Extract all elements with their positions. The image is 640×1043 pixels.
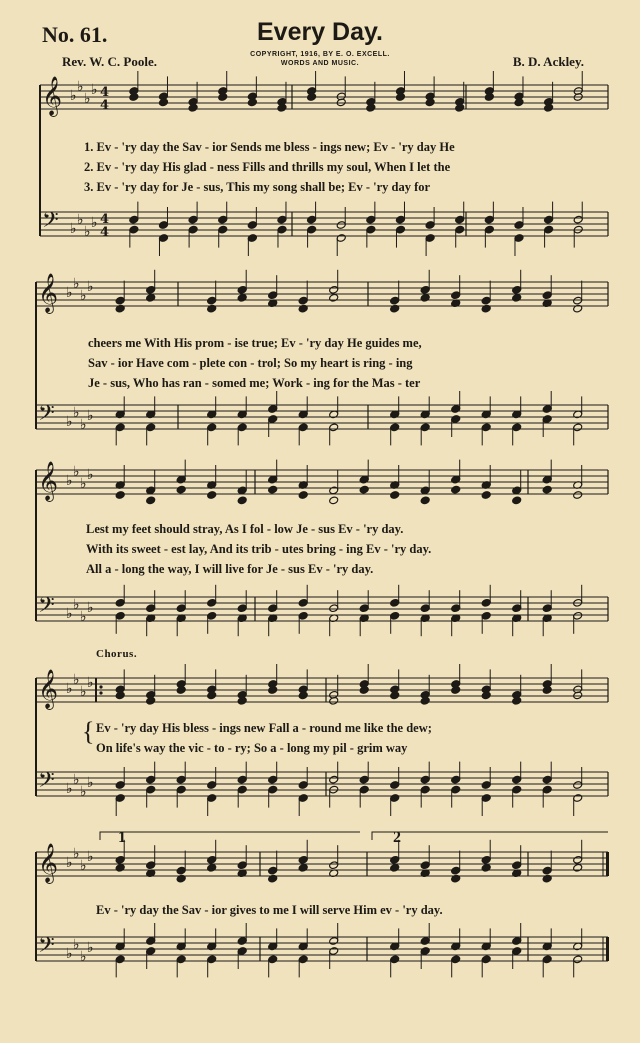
- treble-clef-icon: 𝄞: [42, 76, 63, 116]
- lyric-s3-v2: With its sweet - est lay, And its trib - utes bring - ing Ev - 'ry day.: [86, 542, 432, 556]
- flat-icon: ♭: [66, 606, 73, 622]
- lyric-s2-v3: Je - sus, Who has ran - somed me; Work - ing for the Mas - ter: [88, 376, 421, 390]
- flat-icon: ♭: [87, 675, 94, 691]
- alto-note: [237, 496, 247, 505]
- alto-note: [329, 496, 339, 505]
- verse-brace: {: [82, 717, 95, 746]
- final-bar-thick: [606, 937, 609, 961]
- alto-note: [329, 293, 339, 302]
- flat-icon: ♭: [73, 937, 80, 953]
- alto-note: [390, 491, 400, 500]
- flat-icon: ♭: [77, 79, 84, 95]
- flat-icon: ♭: [87, 940, 94, 956]
- flat-icon: ♭: [91, 82, 98, 98]
- flat-icon: ♭: [73, 276, 80, 292]
- flat-icon: ♭: [73, 597, 80, 613]
- flat-icon: ♭: [91, 215, 98, 231]
- lyric-s1-v2: 2. Ev - 'ry day His glad - ness Fills and thrills my soul, When I let the: [84, 160, 451, 174]
- flat-icon: ♭: [80, 288, 87, 304]
- flat-icon: ♭: [80, 609, 87, 625]
- first-ending-bracket: [100, 832, 360, 840]
- flat-icon: ♭: [80, 784, 87, 800]
- flat-icon: ♭: [80, 949, 87, 965]
- alto-note: [359, 485, 369, 494]
- hymn-title: Every Day.: [256, 18, 383, 46]
- flat-icon: ♭: [87, 849, 94, 865]
- alto-note: [573, 863, 583, 872]
- flat-icon: ♭: [66, 946, 73, 962]
- bass-clef-icon: 𝄢: [38, 933, 55, 963]
- alto-note: [146, 293, 156, 302]
- alto-note: [207, 863, 217, 872]
- lyric-s4-v2: On life's way the vic - to - ry; So a - long my pil - grim way: [96, 741, 408, 755]
- alto-note: [115, 863, 125, 872]
- lyric-s3-v1: Lest my feet should stray, As I fol - low Je - sus Ev - 'ry day.: [86, 522, 404, 536]
- flat-icon: ♭: [87, 600, 94, 616]
- repeat-dot: [99, 691, 102, 694]
- time-signature-denominator: 4: [100, 98, 110, 113]
- alto-note: [268, 485, 278, 494]
- flat-icon: ♭: [73, 405, 80, 421]
- lyric-s2-v2: Sav - ior Have com - plete con - trol; So my heart is ring - ing: [88, 356, 413, 370]
- treble-clef-icon: 𝄞: [38, 669, 59, 709]
- treble-clef-icon: 𝄞: [38, 273, 59, 313]
- hymn-author: Rev. W. C. Poole.: [62, 54, 157, 69]
- flat-icon: ♭: [80, 684, 87, 700]
- flat-icon: ♭: [87, 775, 94, 791]
- alto-note: [146, 496, 156, 505]
- time-signature-numerator: 4: [100, 85, 110, 100]
- flat-icon: ♭: [66, 855, 73, 871]
- lyric-s1-v3: 3. Ev - 'ry day for Je - sus, This my song shall be; Ev - 'ry day for: [84, 180, 431, 194]
- copyright-line-1: COPYRIGHT, 1916, BY E. O. EXCELL.: [250, 51, 390, 58]
- repeat-dot: [99, 685, 102, 688]
- alto-note: [420, 293, 430, 302]
- flat-icon: ♭: [87, 279, 94, 295]
- alto-note: [176, 485, 186, 494]
- flat-icon: ♭: [70, 221, 77, 237]
- chorus-label: Chorus.: [96, 648, 138, 660]
- flat-icon: ♭: [80, 476, 87, 492]
- flat-icon: ♭: [87, 467, 94, 483]
- first-ending-number: 1: [118, 829, 126, 846]
- flat-icon: ♭: [66, 781, 73, 797]
- second-ending-bracket: [372, 832, 608, 840]
- treble-clef-icon: 𝄞: [38, 461, 59, 501]
- lyric-s4-v1: Ev - 'ry day His bless - ings new Fall a - round me like the dew;: [96, 721, 432, 735]
- flat-icon: ♭: [66, 681, 73, 697]
- lyric-s5-v1: Ev - 'ry day the Sav - ior gives to me I will serve Him ev - 'ry day.: [96, 903, 443, 917]
- second-ending-number: 2: [393, 829, 401, 846]
- alto-note: [481, 863, 491, 872]
- bass-clef-icon: 𝄢: [38, 401, 55, 431]
- bass-clef-icon: 𝄢: [38, 768, 55, 798]
- flat-icon: ♭: [66, 473, 73, 489]
- alto-note: [451, 485, 461, 494]
- alto-note: [237, 293, 247, 302]
- copyright-line-2: WORDS AND MUSIC.: [280, 60, 360, 67]
- alto-note: [512, 496, 522, 505]
- time-signature-numerator: 4: [100, 212, 110, 227]
- flat-icon: ♭: [84, 224, 91, 240]
- alto-note: [542, 485, 552, 494]
- alto-note: [390, 863, 400, 872]
- lyric-s3-v3: All a - long the way, I will live for Je - sus Ev - 'ry day.: [86, 562, 374, 576]
- flat-icon: ♭: [84, 91, 91, 107]
- flat-icon: ♭: [80, 417, 87, 433]
- alto-note: [207, 491, 217, 500]
- alto-note: [512, 293, 522, 302]
- lyric-s2-v1: cheers me With His prom - ise true; Ev - 'ry day He guides me,: [88, 336, 422, 350]
- flat-icon: ♭: [70, 88, 77, 104]
- flat-icon: ♭: [73, 772, 80, 788]
- bass-clef-icon: 𝄢: [38, 593, 55, 623]
- lyric-s1-v1: 1. Ev - 'ry day the Sav - ior Sends me bless - ings new; Ev - 'ry day He: [84, 140, 455, 154]
- alto-note: [298, 491, 308, 500]
- alto-note: [420, 496, 430, 505]
- hymn-number: No. 61.: [42, 22, 108, 47]
- bass-clef-icon: 𝄢: [42, 208, 59, 238]
- alto-note: [573, 491, 583, 500]
- flat-icon: ♭: [87, 408, 94, 424]
- flat-icon: ♭: [66, 285, 73, 301]
- treble-clef-icon: 𝄞: [38, 843, 59, 883]
- alto-note: [481, 491, 491, 500]
- flat-icon: ♭: [73, 672, 80, 688]
- final-bar-thick: [606, 852, 609, 876]
- flat-icon: ♭: [80, 858, 87, 874]
- time-signature-denominator: 4: [100, 225, 110, 240]
- hymn-composer: B. D. Ackley.: [512, 54, 584, 69]
- flat-icon: ♭: [73, 464, 80, 480]
- alto-note: [115, 491, 125, 500]
- alto-note: [298, 863, 308, 872]
- flat-icon: ♭: [73, 846, 80, 862]
- flat-icon: ♭: [77, 212, 84, 228]
- flat-icon: ♭: [66, 414, 73, 430]
